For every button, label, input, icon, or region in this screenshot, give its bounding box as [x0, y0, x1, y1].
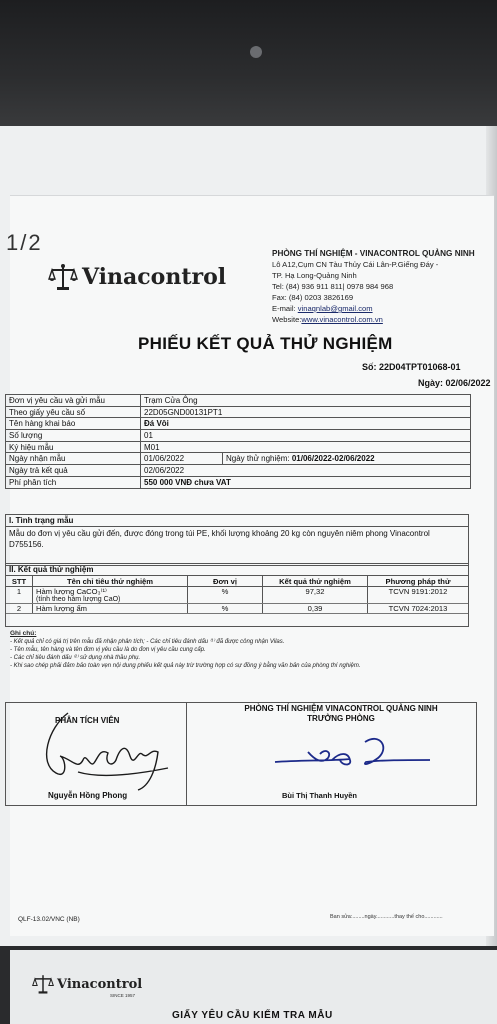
row-stt: 1 [6, 587, 33, 604]
info-label: Tên hàng khai báo [6, 418, 141, 430]
col-header: STT [6, 576, 33, 587]
row-stt: 2 [6, 604, 33, 614]
info-label: Phí phân tích [6, 476, 141, 488]
info-value: Đá Vôi [141, 418, 471, 430]
info-label: Ký hiệu mẫu [6, 441, 141, 453]
row-name-cell [33, 587, 188, 604]
test-date-value: 01/06/2022-02/06/2022 [291, 454, 375, 464]
next-page-title: GIẤY YÊU CẦU KIỂM TRA MẪU [172, 1010, 333, 1021]
next-page-logo [32, 973, 142, 995]
row-name: Hàm lượng CaCO₃⁽¹⁾ [36, 587, 107, 596]
website-link[interactable]: www.vinacontrol.com.vn [301, 315, 383, 324]
results-header-row [6, 576, 468, 587]
row-result: 97,32 [263, 587, 368, 604]
sample-status-section [5, 514, 469, 566]
info-row [6, 406, 471, 418]
info-label: Ngày trả kết quả [6, 465, 141, 477]
head-title-line1: PHÒNG THÍ NGHIỆM VINACONTROL QUẢNG NINH [244, 704, 438, 713]
info-label: Ngày nhận mẫu [6, 453, 141, 465]
table-row [6, 604, 468, 614]
analyst-title: PHÂN TÍCH VIÊN [55, 716, 120, 725]
note-line: - Tên mẫu, tên hàng và tên đơn vị yêu cầu là do đơn vị yêu cầu cung cấp. [10, 647, 206, 653]
info-row [6, 441, 471, 453]
notes [10, 630, 361, 670]
head-title [216, 704, 466, 724]
scales-logo-icon [48, 262, 78, 292]
info-label: Số lượng [6, 430, 141, 442]
col-header: Tên chỉ tiêu thử nghiệm [33, 576, 188, 587]
analyst-name: Nguyễn Hồng Phong [48, 791, 128, 800]
head-title-line2: TRƯỞNG PHÒNG [307, 714, 375, 723]
lab-name: PHÒNG THÍ NGHIỆM - VINACONTROL QUẢNG NINH [272, 249, 475, 258]
camera-dot [250, 46, 262, 58]
revision-note: Ban sửa:........ngày............thay thế cho............ [330, 914, 443, 920]
note-line: - Các chỉ tiêu đánh dấu ⁽²⁾ sử dụng nhà thầu phụ. [10, 655, 141, 661]
col-header: Phương pháp thử [368, 576, 469, 587]
page-indicator: 1/2 [6, 230, 43, 255]
info-value: Trạm Cửa Ông [141, 395, 471, 407]
table-row [6, 587, 468, 604]
email-label: E-mail: [272, 304, 298, 313]
row-name: Hàm lượng ẩm [33, 604, 188, 614]
head-signature-icon [270, 730, 440, 780]
info-label: Đơn vị yêu cầu và gửi mẫu [6, 395, 141, 407]
row-unit: % [188, 604, 263, 614]
info-row [6, 418, 471, 430]
info-row [6, 465, 471, 477]
test-date-label: Ngày thử nghiệm: [226, 454, 290, 464]
col-header: Kết quả thử nghiệm [263, 576, 368, 587]
info-row [6, 453, 471, 465]
info-row [6, 430, 471, 442]
row-name-note: (tính theo hàm lượng CaO) [36, 596, 121, 603]
website-label: Website: [272, 315, 302, 324]
info-value: 22D05GND00131PT1 [141, 406, 471, 418]
row-result: 0,39 [263, 604, 368, 614]
row-unit: % [188, 587, 263, 604]
report-date: Ngày: 02/06/2022 [418, 378, 491, 388]
test-results-heading: II. Kết quả thử nghiệm [6, 564, 468, 576]
note-line: - Khi sao chép phải đảm bảo toàn vẹn nội dung phiếu kết quả này trừ trường hợp có sự đồng ý bằng văn bản của phòng thí nghiệm. [10, 663, 361, 669]
info-value: 02/06/2022 [141, 465, 471, 477]
test-date-cell [223, 453, 471, 465]
lab-address-1: Lô A12,Cụm CN Tàu Thủy Cái Lân-P.Giếng Đáy - [272, 260, 439, 269]
info-value: 01 [141, 430, 471, 442]
results-table [6, 576, 468, 614]
lab-header [272, 248, 475, 325]
row-method: TCVN 7024:2013 [368, 604, 469, 614]
info-label: Theo giấy yêu cầu số [6, 406, 141, 418]
analyst-signature-icon [38, 708, 188, 798]
info-row [6, 395, 471, 407]
next-brand-since: SINCE 1957 [110, 993, 136, 998]
test-results-section [5, 563, 469, 627]
info-value: M01 [141, 441, 471, 453]
lab-fax: Fax: (84) 0203 3826169 [272, 293, 354, 302]
col-header: Đơn vị [188, 576, 263, 587]
info-table [5, 394, 471, 489]
sample-status-body: Mẫu do đơn vị yêu cầu gửi đến, được đóng trong túi PE, khối lượng khoảng 20 kg còn nguyên niêm phong Vinacontrol D755156. [9, 529, 430, 549]
vinacontrol-logo [48, 262, 226, 292]
lab-email-line [272, 303, 475, 314]
notes-heading: Ghi chú: [10, 630, 37, 637]
info-row [6, 476, 471, 488]
info-value: 01/06/2022 [141, 453, 223, 465]
sample-status-heading: I. Tình trạng mẫu [6, 515, 468, 527]
report-number: Số: 22D04TPT01068-01 [362, 362, 461, 372]
email-link[interactable]: vinaqnlab@gmail.com [297, 304, 373, 313]
next-brand-name: Vinacontrol [57, 976, 143, 992]
row-method: TCVN 9191:2012 [368, 587, 469, 604]
lab-address-2: TP. Hạ Long-Quảng Ninh [272, 271, 357, 280]
background-top [0, 0, 497, 130]
brand-name: Vinacontrol [82, 264, 227, 290]
form-code: QLF-13.02/VNC (NB) [18, 916, 80, 923]
lab-tel: Tel: (84) 936 911 811| 0978 984 968 [272, 282, 394, 291]
scales-logo-icon [32, 973, 54, 995]
head-name: Bùi Thị Thanh Huyền [282, 791, 357, 800]
document-title: PHIẾU KẾT QUẢ THỬ NGHIỆM [138, 334, 393, 353]
note-line: - Kết quả chỉ có giá trị trên mẫu đã nhận phân tích; - Các chỉ tiêu đánh dấu ⁽¹⁾ đã được công nhận Vilas. [10, 639, 285, 645]
lab-website-line [272, 314, 475, 325]
info-value: 550 000 VNĐ chưa VAT [141, 476, 471, 488]
